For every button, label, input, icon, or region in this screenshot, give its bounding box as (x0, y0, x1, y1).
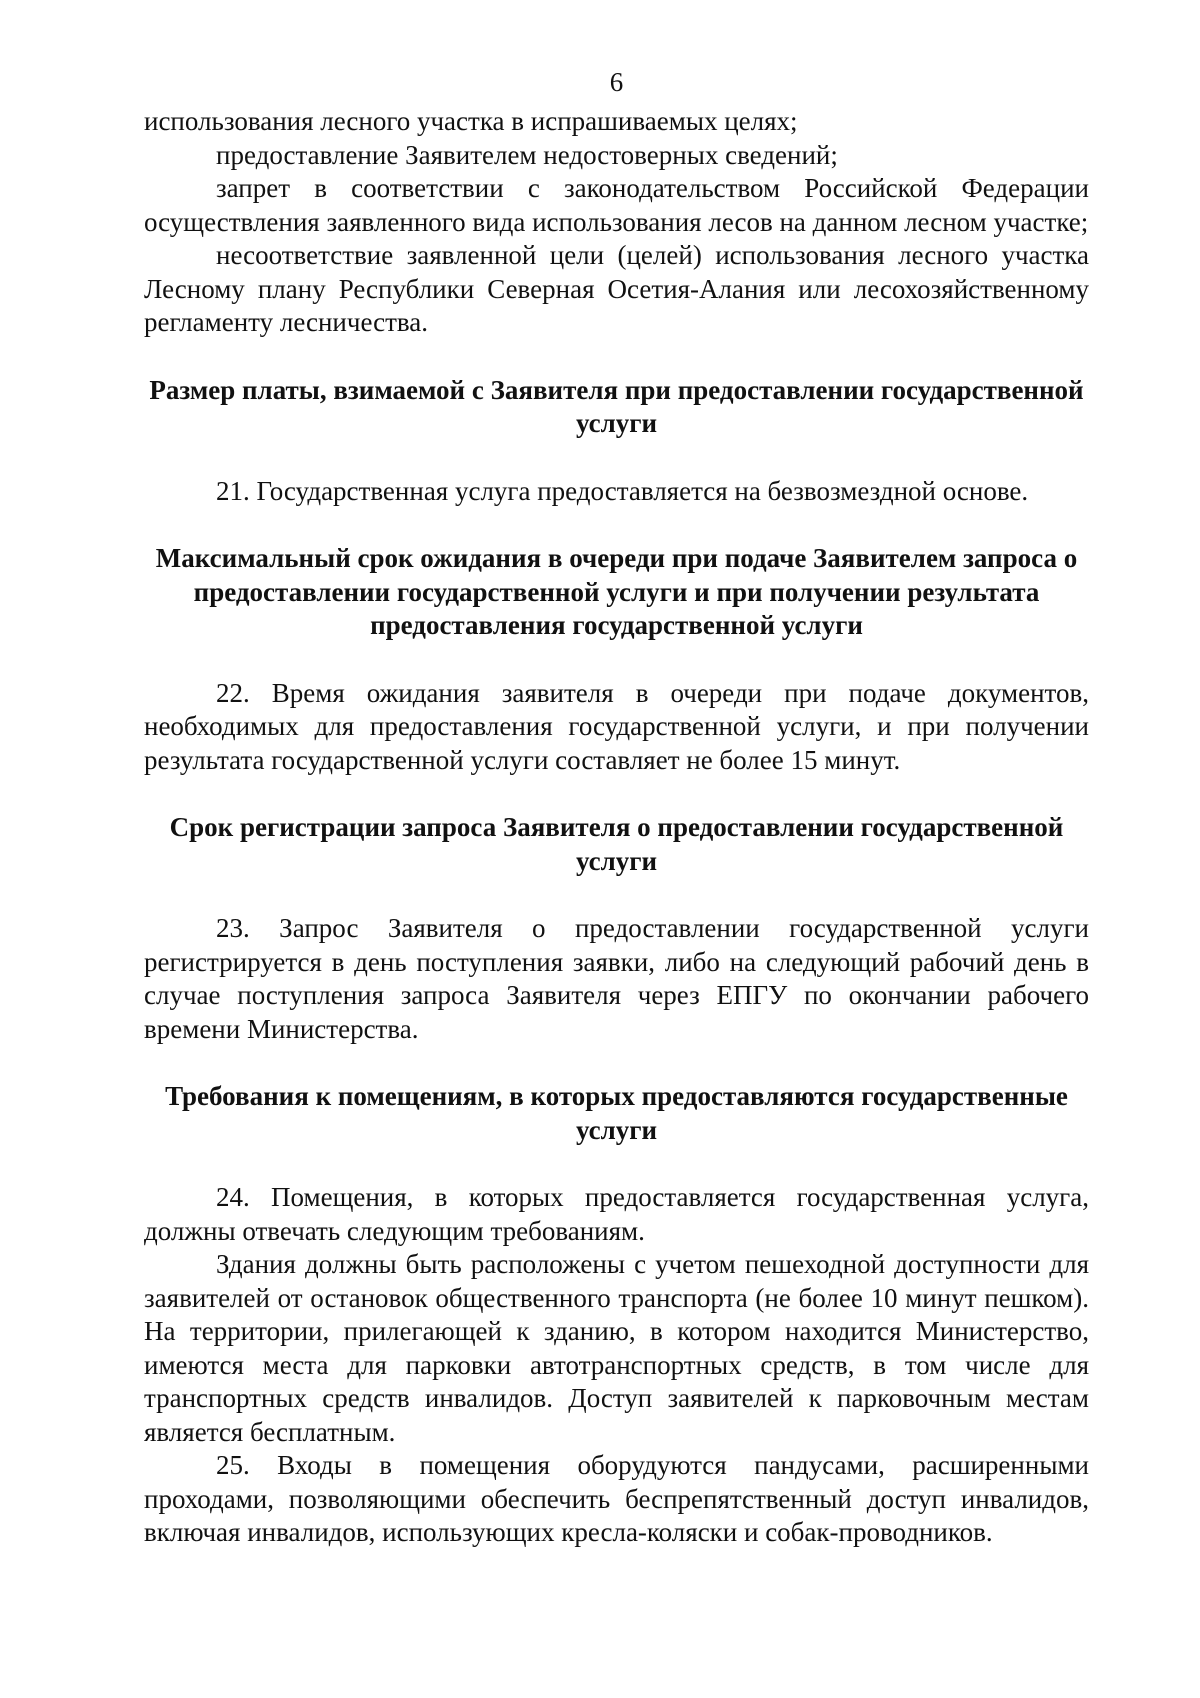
paragraph-refusal-ground-continued: использования лесного участка в испрашиваемых целях; (144, 106, 798, 136)
paragraph-24: 24. Помещения, в которых предоставляется государственная услуга, должны отвечать следующим требованиям. (144, 1182, 1089, 1246)
page-number: 6 (609, 67, 624, 97)
heading-registration-term: Срок регистрации запроса Заявителя о предоставлении государственной услуги (169, 812, 1064, 876)
heading-premises-requirements: Требования к помещениям, в которых предоставляются государственные услуги (165, 1081, 1068, 1145)
paragraph-22: 22. Время ожидания заявителя в очереди при подаче документов, необходимых для предоставления государственной услуги, и при получении результата государственной услуги составляет не более 15 минут. (144, 677, 1089, 775)
paragraph-false-information: предоставление Заявителем недостоверных сведений; (216, 139, 838, 170)
paragraph-23: 23. Запрос Заявителя о предоставлении государственной услуги регистрируется в день поступления заявки, либо на следующий рабочий день в случае поступления запроса Заявителя через ЕПГУ по окончании рабочего времени Министерства. (144, 913, 1089, 1044)
document-page (144, 66, 1089, 1550)
paragraph-purpose-mismatch: несоответствие заявленной цели (целей) использования лесного участка Лесному плану Республики Северная Осетия-Алания или лесохозяйственному регламенту лесничества. (144, 240, 1089, 337)
paragraph-25: 25. Входы в помещения оборудуются пандусами, расширенными проходами, позволяющими обеспечить беспрепятственный доступ инвалидов, включая инвалидов, использующих кресла-коляски и собак-проводников. (144, 1450, 1089, 1547)
paragraph-legal-prohibition: запрет в соответствии с законодательством Российской Федерации осуществления заявленного вида использования лесов на данном лесном участке; (144, 173, 1089, 237)
paragraph-21: 21. Государственная услуга предоставляется на безвозмездной основе. (216, 475, 1029, 506)
heading-fee: Размер платы, взимаемой с Заявителя при предоставлении государственной услуги (149, 374, 1084, 438)
paragraph-buildings-location: Здания должны быть расположены с учетом пешеходной доступности для заявителей от остановок общественного транспорта (не более 10 минут пешком). На территории, прилегающей к зданию, в котором находится Министерство, имеются места для парковки автотранспортных средств, в том числе для транспортных средств инвалидов. Доступ заявителей к парковочным местам является бесплатным. (144, 1249, 1089, 1447)
heading-max-wait-time: Максимальный срок ожидания в очереди при подаче Заявителем запроса о предоставлении государственной услуги и при получении результата предоставления государственной услуги (155, 543, 1078, 640)
